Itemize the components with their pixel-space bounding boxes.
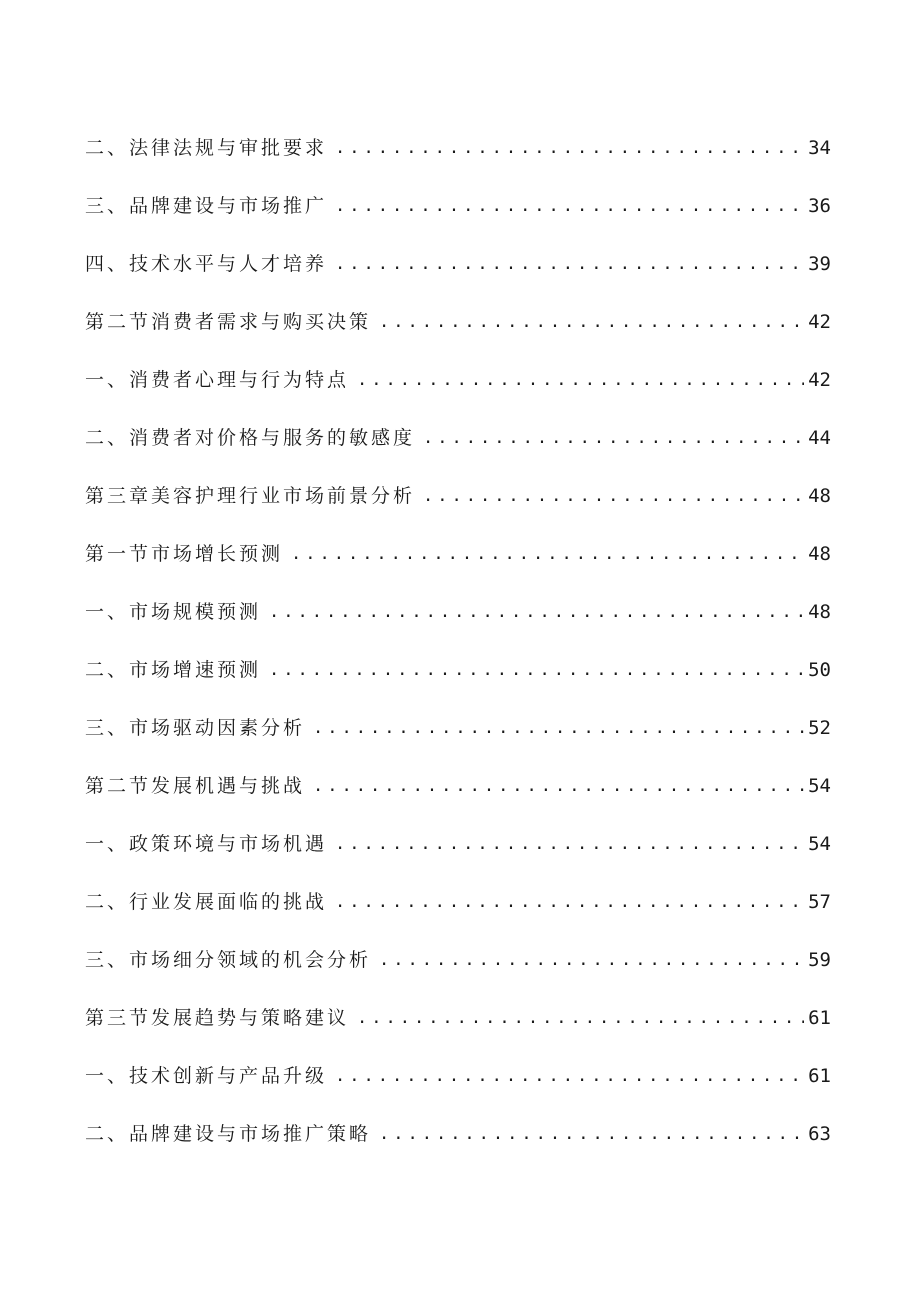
toc-page-number: 36 [808,195,831,217]
toc-page-number: 57 [808,891,831,913]
toc-dot-leader [379,310,804,334]
toc-entry[interactable] [85,168,831,226]
toc-dot-leader [335,890,804,914]
toc-entry[interactable] [85,1038,831,1096]
toc-entry-title: 三、品牌建设与市场推广 [85,195,328,217]
toc-entry-title: 三、市场细分领域的机会分析 [85,949,372,971]
toc-dot-leader [379,948,804,972]
toc-entry[interactable] [85,690,831,748]
toc-entry-title: 第三节发展趋势与策略建议 [85,1007,350,1029]
toc-page-number: 61 [808,1065,831,1087]
toc-entry-title: 一、政策环境与市场机遇 [85,833,328,855]
toc-page-number: 44 [808,427,831,449]
toc-page-number: 54 [808,833,831,855]
toc-entry[interactable] [85,458,831,516]
toc-page-number: 63 [808,1123,831,1145]
toc-page-number: 59 [808,949,831,971]
toc-dot-leader [313,774,804,798]
toc-entry-title: 第一节市场增长预测 [85,543,284,565]
table-of-contents [85,110,831,1154]
toc-entry-title: 二、市场增速预测 [85,659,262,681]
toc-page-number: 34 [808,137,831,159]
toc-entry[interactable] [85,1096,831,1154]
toc-page-number: 48 [808,485,831,507]
toc-entry-title: 二、消费者对价格与服务的敏感度 [85,427,416,449]
toc-entry[interactable] [85,284,831,342]
toc-entry-title: 三、市场驱动因素分析 [85,717,306,739]
toc-dot-leader [423,484,804,508]
toc-entry-title: 二、品牌建设与市场推广策略 [85,1123,372,1145]
toc-dot-leader [313,716,804,740]
toc-page-number: 39 [808,253,831,275]
toc-entry-title: 一、消费者心理与行为特点 [85,369,350,391]
toc-dot-leader [379,1122,804,1146]
toc-entry[interactable] [85,922,831,980]
toc-page-number: 54 [808,775,831,797]
toc-entry-title: 二、法律法规与审批要求 [85,137,328,159]
toc-entry-title: 四、技术水平与人才培养 [85,253,328,275]
toc-entry[interactable] [85,632,831,690]
toc-entry-title: 二、行业发展面临的挑战 [85,891,328,913]
toc-entry-title: 第三章美容护理行业市场前景分析 [85,485,416,507]
toc-entry[interactable] [85,516,831,574]
toc-dot-leader [335,832,804,856]
toc-page-number: 42 [808,369,831,391]
toc-entry[interactable] [85,400,831,458]
toc-dot-leader [357,368,804,392]
toc-entry[interactable] [85,342,831,400]
toc-dot-leader [335,252,804,276]
toc-entry[interactable] [85,806,831,864]
toc-dot-leader [269,600,804,624]
toc-entry[interactable] [85,864,831,922]
toc-page-number: 48 [808,601,831,623]
toc-dot-leader [335,136,804,160]
toc-entry[interactable] [85,110,831,168]
toc-entry[interactable] [85,980,831,1038]
toc-entry[interactable] [85,574,831,632]
toc-dot-leader [335,1064,804,1088]
toc-entry[interactable] [85,748,831,806]
toc-dot-leader [357,1006,804,1030]
toc-page-number: 50 [808,659,831,681]
toc-dot-leader [269,658,804,682]
toc-dot-leader [423,426,804,450]
toc-entry[interactable] [85,226,831,284]
toc-entry-title: 一、市场规模预测 [85,601,262,623]
toc-entry-title: 第二节消费者需求与购买决策 [85,311,372,333]
toc-page-number: 42 [808,311,831,333]
toc-dot-leader [291,542,804,566]
toc-page-number: 52 [808,717,831,739]
toc-dot-leader [335,194,804,218]
toc-entry-title: 第二节发展机遇与挑战 [85,775,306,797]
toc-page-number: 61 [808,1007,831,1029]
toc-page-number: 48 [808,543,831,565]
toc-entry-title: 一、技术创新与产品升级 [85,1065,328,1087]
